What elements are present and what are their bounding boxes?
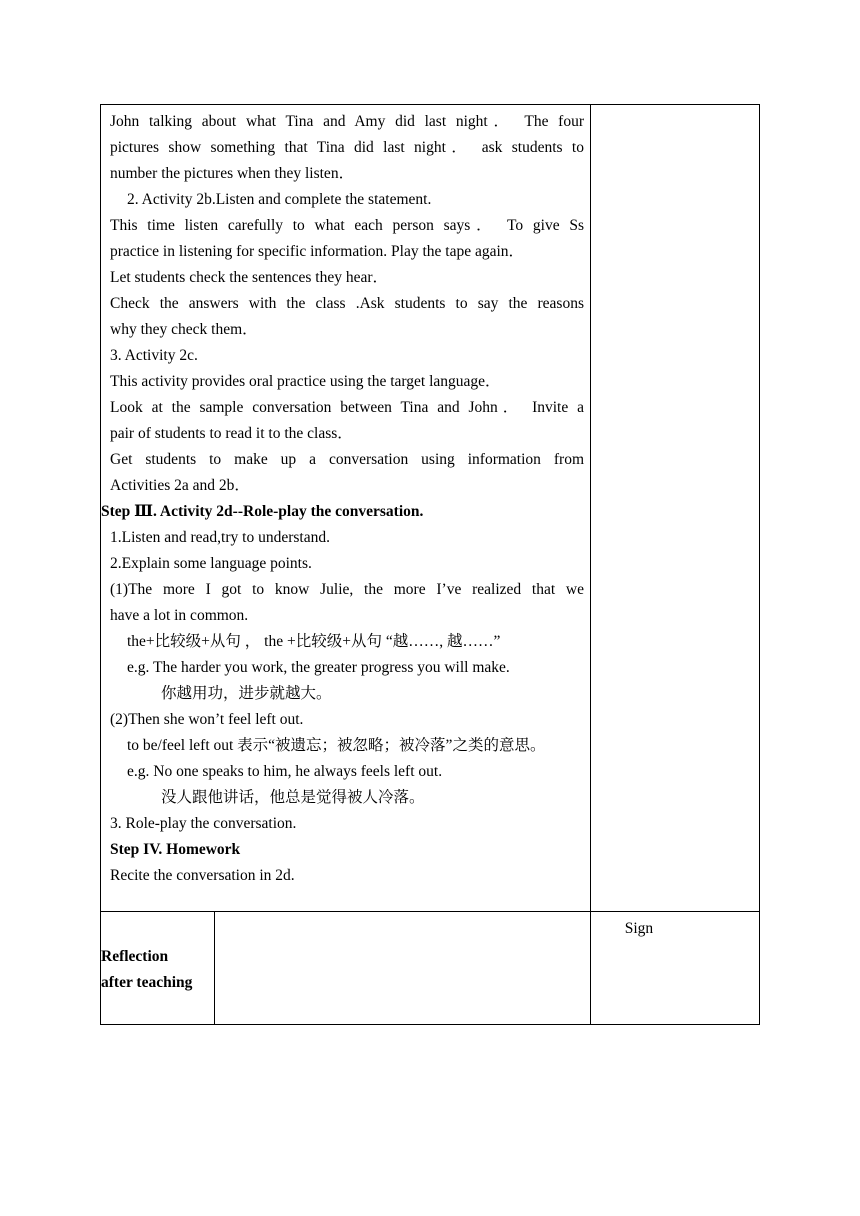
- text-line: (1)The more I got to know Julie, the more I’ve realized that we: [110, 581, 584, 598]
- text-line: (2)Then she won’t feel left out.: [110, 711, 304, 728]
- text-line: 1.Listen and read,try to understand.: [110, 529, 330, 546]
- text-line: pair of students to read it to the class．: [110, 425, 353, 442]
- text-line: Let students check the sentences they hear．: [110, 269, 389, 286]
- reflection-label-line2: after teaching: [101, 974, 193, 991]
- text-line: This activity provides oral practice using the target language．: [110, 373, 501, 390]
- text-line: 你越用功，进步就越大。: [161, 685, 332, 702]
- sign-label: Sign: [624, 920, 654, 937]
- text-line: the+比较级+从句 ， the +比较级+从句 “越……, 越……”: [127, 633, 501, 650]
- text-line: Look at the sample conversation between Tina and John． Invite a: [110, 399, 584, 416]
- text-line: e.g. No one speaks to him, he always feels left out.: [127, 763, 443, 780]
- text-line: 2. Activity 2b.Listen and complete the statement.: [127, 191, 432, 208]
- step-4-heading: Step IV. Homework: [110, 841, 241, 858]
- text-line: 3. Role-play the conversation.: [110, 815, 297, 832]
- text-line: have a lot in common.: [110, 607, 249, 624]
- lesson-plan-table: [100, 104, 760, 1025]
- text-line: Recite the conversation in 2d.: [110, 867, 295, 884]
- reflection-content-cell: [215, 912, 591, 1025]
- text-line: why they check them．: [110, 321, 258, 338]
- text-line: Activities 2a and 2b．: [110, 477, 250, 494]
- text-line: 没人跟他讲话，他总是觉得被人冷落。: [161, 789, 425, 806]
- text-line: pictures show something that Tina did last night． ask students to: [110, 139, 584, 156]
- step-3-heading: Step Ⅲ. Activity 2d--Role-play the conversation.: [101, 503, 424, 520]
- text-line: This time listen carefully to what each person says． To give Ss: [110, 217, 584, 234]
- sign-cell: [590, 912, 759, 1025]
- reflection-label-cell: [101, 912, 215, 1025]
- notes-cell: [590, 105, 759, 912]
- lesson-procedure-cell: [101, 105, 591, 912]
- text-line: practice in listening for specific information. Play the tape again．: [110, 243, 525, 260]
- text-line: John talking about what Tina and Amy did last night． The four: [110, 113, 584, 130]
- text-line: number the pictures when they listen．: [110, 165, 355, 182]
- reflection-label-line1: Reflection: [101, 948, 169, 965]
- text-line: Get students to make up a conversation using information from: [110, 451, 584, 468]
- text-line: to be/feel left out 表示“被遗忘；被忽略；被冷落”之类的意思。: [127, 737, 546, 754]
- text-line: e.g. The harder you work, the greater progress you will make.: [127, 659, 510, 676]
- text-line: 3. Activity 2c.: [110, 347, 198, 364]
- text-line: 2.Explain some language points.: [110, 555, 312, 572]
- text-line: Check the answers with the class .Ask students to say the reasons: [110, 295, 584, 312]
